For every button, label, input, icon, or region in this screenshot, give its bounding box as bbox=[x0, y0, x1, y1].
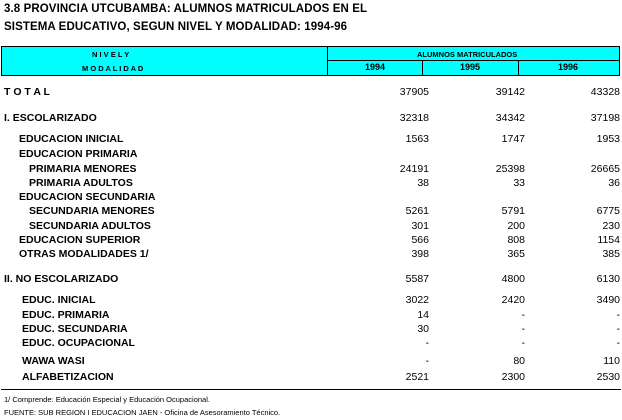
row-label: I. ESCOLARIZADO bbox=[4, 112, 97, 124]
row-value-1994: 5587 bbox=[405, 273, 429, 285]
row-label: PRIMARIA ADULTOS bbox=[29, 177, 133, 189]
title-line-2: SISTEMA EDUCATIVO, SEGUN NIVEL Y MODALIDAD: 1994-96 bbox=[4, 21, 348, 33]
header-modalidad: M O D A L I D A D bbox=[82, 64, 144, 73]
row-label: EDUC. OCUPACIONAL bbox=[22, 337, 135, 349]
table-row bbox=[0, 112, 622, 126]
row-label: EDUCACION SECUNDARIA bbox=[19, 191, 156, 203]
source-note: FUENTE: SUB REGION I EDUCACION JAEN - Oficina de Asesoramiento Técnico. bbox=[4, 408, 281, 417]
row-label: EDUC. PRIMARIA bbox=[22, 309, 110, 321]
row-value-1994: 301 bbox=[411, 220, 429, 232]
header-alumnos-matriculados: ALUMNOS MATRICULADOS bbox=[417, 50, 518, 59]
row-value-1995: 2420 bbox=[501, 294, 525, 306]
row-value-1994: 37905 bbox=[399, 86, 429, 98]
row-label: EDUC. INICIAL bbox=[22, 294, 96, 306]
row-value-1994: - bbox=[425, 337, 429, 349]
row-value-1996: 6130 bbox=[596, 273, 620, 285]
header-year-1995: 1995 bbox=[459, 62, 481, 72]
row-value-1994: 38 bbox=[417, 177, 429, 189]
row-value-1994: 398 bbox=[411, 248, 429, 260]
table-row bbox=[0, 191, 622, 205]
header-nivel: N I V E L Y bbox=[92, 50, 130, 59]
row-value-1995: - bbox=[521, 309, 525, 321]
table-row bbox=[0, 371, 622, 385]
row-value-1995: - bbox=[521, 323, 525, 335]
row-label: EDUC. SECUNDARIA bbox=[22, 323, 128, 335]
table-row bbox=[0, 148, 622, 162]
row-value-1995: 80 bbox=[513, 355, 525, 367]
row-value-1994: 1563 bbox=[405, 133, 429, 145]
row-value-1996: - bbox=[616, 337, 620, 349]
row-label: EDUCACION SUPERIOR bbox=[19, 234, 141, 246]
table-row bbox=[0, 205, 622, 219]
row-value-1996: 6775 bbox=[596, 205, 620, 217]
footnote-1: 1/ Comprende: Educación Especial y Educación Ocupacional. bbox=[4, 395, 210, 404]
table-row bbox=[0, 294, 622, 308]
row-value-1995: 39142 bbox=[495, 86, 525, 98]
table-row bbox=[0, 220, 622, 234]
row-value-1996: 110 bbox=[603, 355, 620, 367]
row-value-1995: 33 bbox=[513, 177, 525, 189]
row-value-1995: 25398 bbox=[495, 163, 525, 175]
table-row bbox=[0, 355, 622, 369]
table-row bbox=[0, 163, 622, 177]
row-label: OTRAS MODALIDADES 1/ bbox=[19, 248, 149, 260]
table-header bbox=[1, 46, 620, 76]
table-row bbox=[0, 273, 622, 287]
row-value-1996: 1953 bbox=[596, 133, 620, 145]
table-row bbox=[0, 177, 622, 191]
row-label: EDUCACION PRIMARIA bbox=[19, 148, 138, 160]
row-value-1996: 36 bbox=[608, 177, 620, 189]
row-value-1995: 200 bbox=[507, 220, 525, 232]
row-value-1996: 37198 bbox=[590, 112, 620, 124]
table-row bbox=[0, 248, 622, 262]
bottom-rule bbox=[1, 389, 621, 390]
row-value-1996: - bbox=[616, 323, 620, 335]
row-value-1994: - bbox=[425, 355, 429, 367]
row-value-1996: 43328 bbox=[590, 86, 620, 98]
table-row bbox=[0, 337, 622, 351]
table-row bbox=[0, 234, 622, 248]
row-value-1994: 14 bbox=[417, 309, 429, 321]
row-value-1995: 5791 bbox=[501, 205, 525, 217]
row-value-1996: 1154 bbox=[597, 234, 620, 246]
row-value-1996: - bbox=[616, 309, 620, 321]
row-value-1994: 3022 bbox=[405, 294, 429, 306]
row-value-1995: 1747 bbox=[501, 133, 525, 145]
row-label: EDUCACION INICIAL bbox=[19, 133, 124, 145]
row-value-1995: - bbox=[521, 337, 525, 349]
row-value-1994: 24191 bbox=[399, 163, 429, 175]
row-value-1995: 365 bbox=[507, 248, 525, 260]
row-value-1995: 808 bbox=[507, 234, 525, 246]
table-row bbox=[0, 323, 622, 337]
row-label: PRIMARIA MENORES bbox=[29, 163, 137, 175]
row-value-1995: 4800 bbox=[501, 273, 525, 285]
row-label: II. NO ESCOLARIZADO bbox=[4, 273, 119, 285]
row-label: SECUNDARIA ADULTOS bbox=[29, 220, 151, 232]
row-value-1996: 385 bbox=[602, 248, 620, 260]
row-value-1996: 2530 bbox=[596, 371, 620, 383]
header-year-1994: 1994 bbox=[364, 62, 386, 72]
row-value-1996: 3490 bbox=[596, 294, 620, 306]
row-value-1994: 566 bbox=[411, 234, 429, 246]
row-label: WAWA WASI bbox=[22, 355, 85, 367]
table-row bbox=[0, 309, 622, 323]
row-value-1995: 2300 bbox=[501, 371, 525, 383]
title-line-1: 3.8 PROVINCIA UTCUBAMBA: ALUMNOS MATRICULADOS EN EL bbox=[4, 3, 368, 15]
table-row bbox=[0, 133, 622, 147]
row-label: SECUNDARIA MENORES bbox=[29, 205, 155, 217]
row-label: ALFABETIZACION bbox=[22, 371, 114, 383]
row-value-1995: 34342 bbox=[495, 112, 525, 124]
row-value-1994: 5261 bbox=[405, 205, 429, 217]
row-value-1996: 26665 bbox=[590, 163, 620, 175]
row-value-1994: 2521 bbox=[405, 371, 429, 383]
table-row bbox=[0, 86, 622, 100]
row-value-1994: 32318 bbox=[399, 112, 429, 124]
row-value-1994: 30 bbox=[417, 323, 429, 335]
row-label: T O T A L bbox=[4, 86, 50, 98]
header-year-1996: 1996 bbox=[557, 62, 579, 72]
row-value-1996: 230 bbox=[602, 220, 620, 232]
